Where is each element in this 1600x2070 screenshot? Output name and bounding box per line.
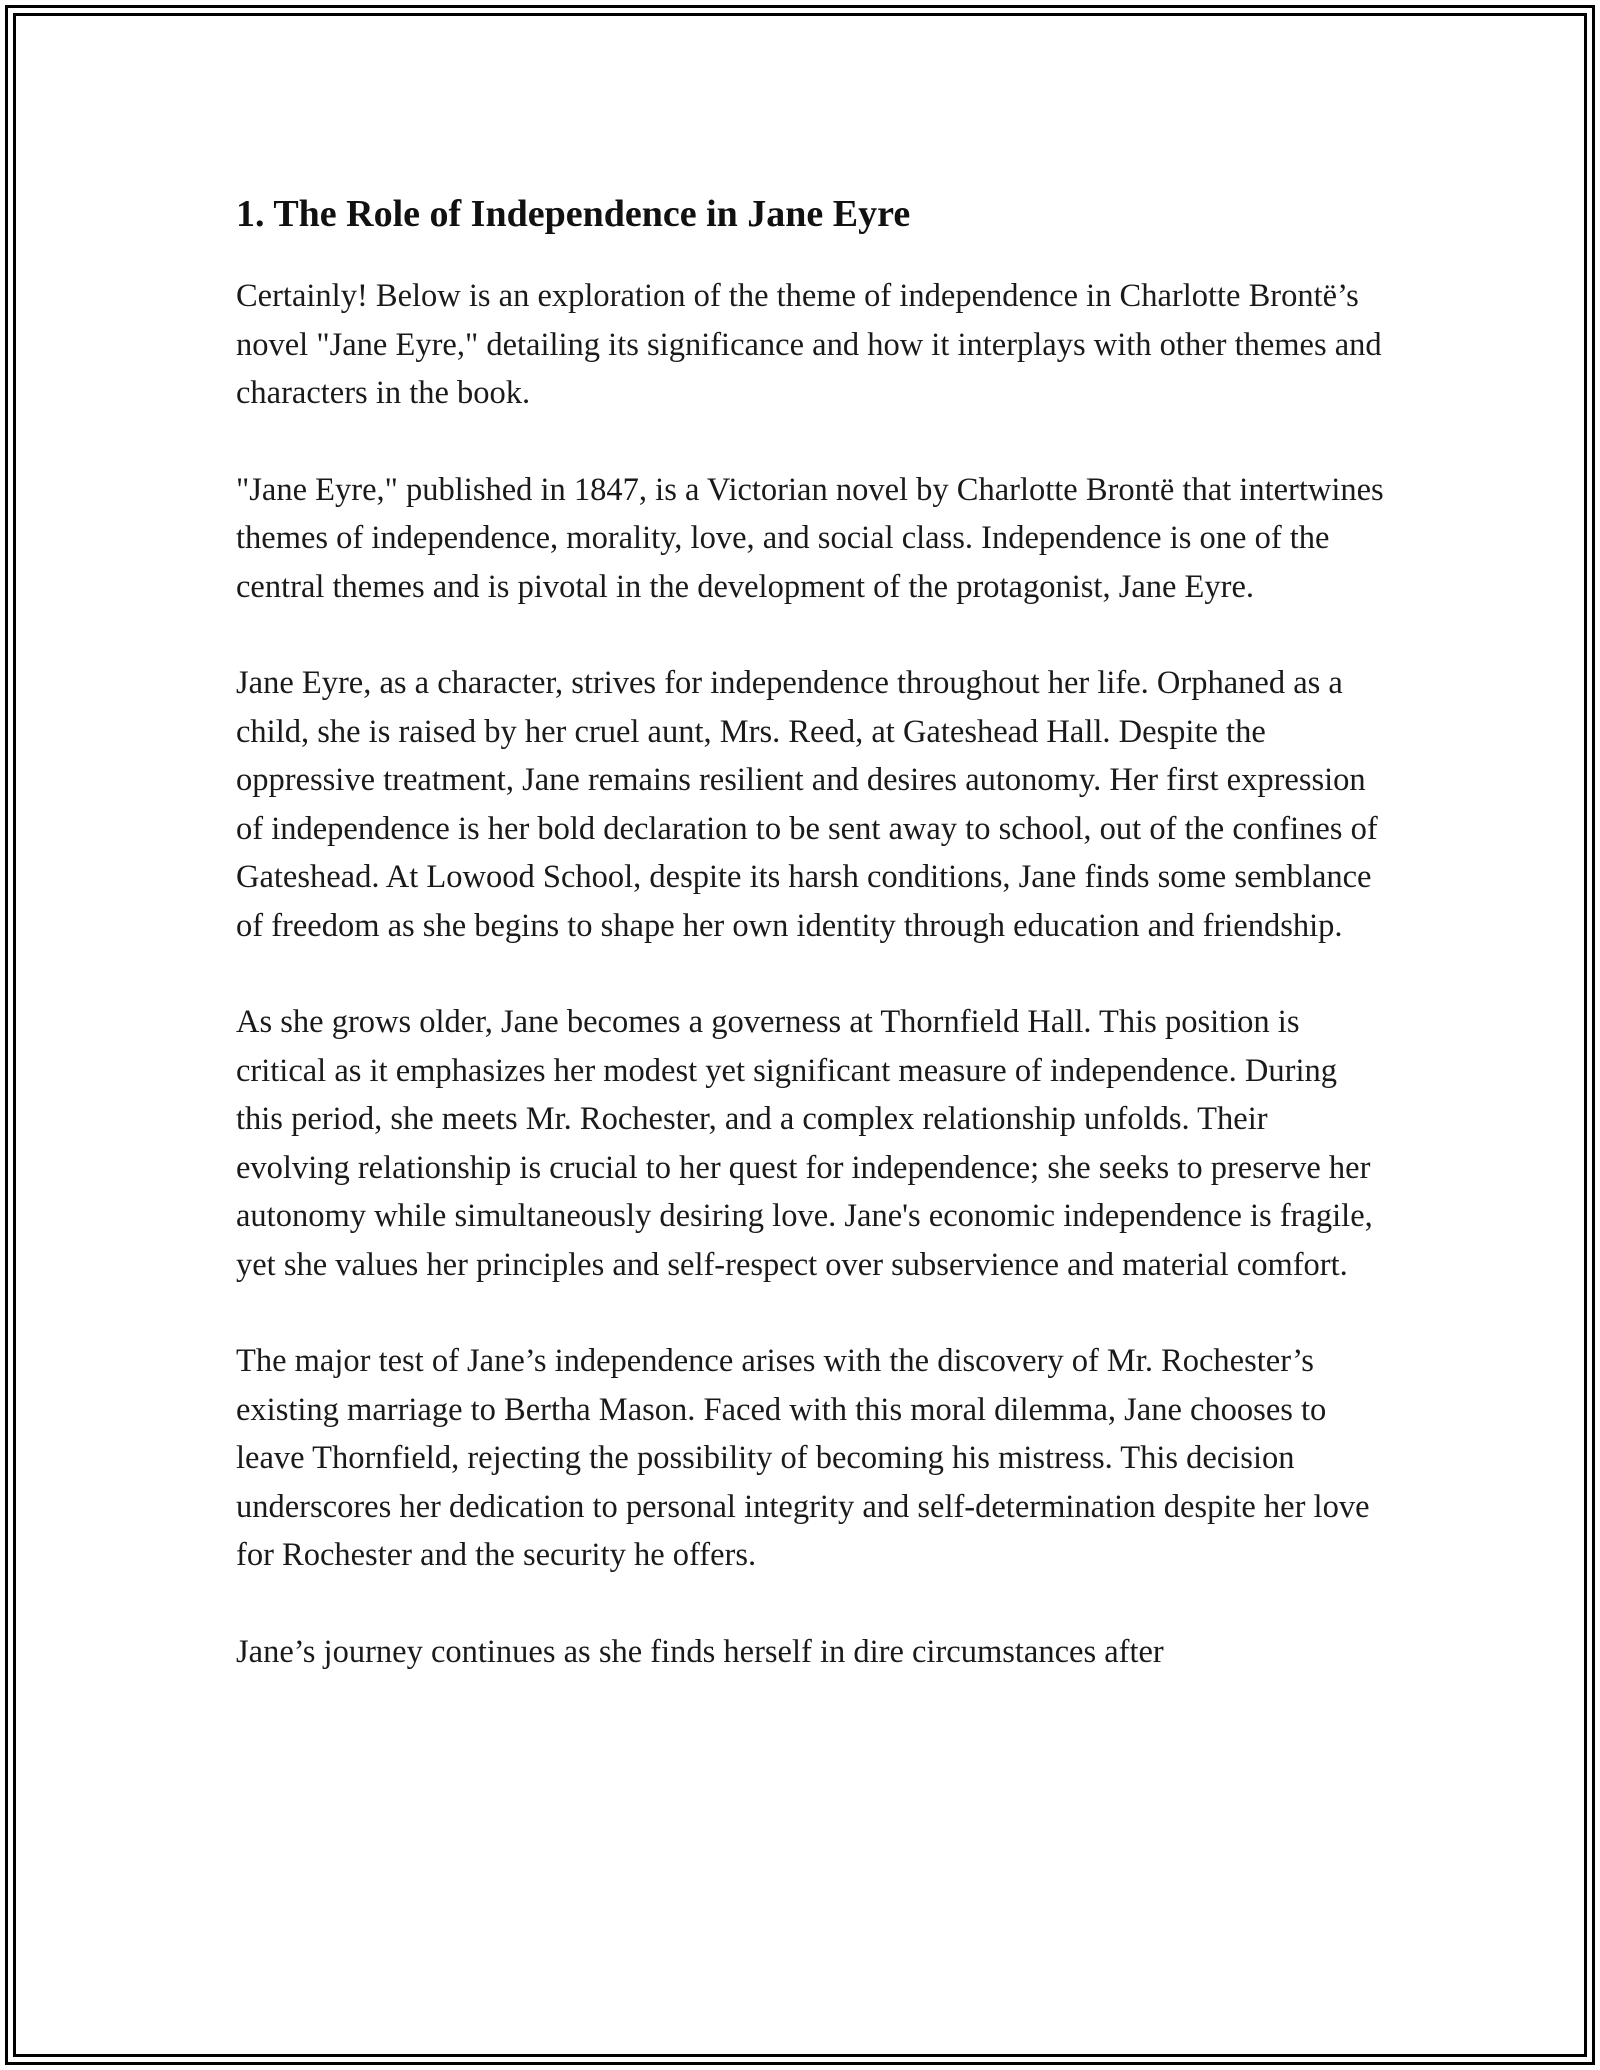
- paragraph-major-test: The major test of Jane’s independence arises with the discovery of Mr. Rochester’s existing marriage to Bertha Mason. Faced with this moral dilemma, Jane chooses to leave Thornfield, rejecting the possibility of becoming his mistress. This decision underscores her dedication to personal integrity and self-determination despite her love for Rochester and the security he offers.: [236, 1343, 1370, 1573]
- paragraph-thornfield: As she grows older, Jane becomes a governess at Thornfield Hall. This position is critical as it emphasizes her modest yet significant measure of independence. During this period, she meets Mr. Rochester, and a complex relationship unfolds. Their evolving relationship is crucial to her quest for independence; she seeks to preserve her autonomy while simultaneously desiring love. Jane's economic independence is fragile, yet she values her principles and self-respect over subservience and material comfort.: [236, 1004, 1373, 1283]
- document-body: [236, 186, 1386, 1724]
- document-heading: 1. The Role of Independence in Jane Eyre: [236, 193, 911, 235]
- paragraph-journey: Jane’s journey continues as she finds herself in dire circumstances after: [236, 1633, 1164, 1670]
- paragraph-childhood: Jane Eyre, as a character, strives for independence throughout her life. Orphaned as a child, she is raised by her cruel aunt, Mrs. Reed, at Gateshead Hall. Despite the oppressive treatment, Jane remains resilient and desires autonomy. Her first expression of independence is her bold declaration to be sent away to school, out of the confines of Gateshead. At Lowood School, despite its harsh conditions, Jane finds some semblance of freedom as she begins to shape her own identity through education and friendship.: [236, 665, 1378, 944]
- paragraph-overview: "Jane Eyre," published in 1847, is a Victorian novel by Charlotte Brontë that intertwines themes of independence, morality, love, and social class. Independence is one of the central themes and is pivotal in the development of the protagonist, Jane Eyre.: [236, 471, 1384, 605]
- paragraph-intro: Certainly! Below is an exploration of the theme of independence in Charlotte Brontë’s novel "Jane Eyre," detailing its significance and how it interplays with other themes and characters in the book.: [236, 278, 1382, 411]
